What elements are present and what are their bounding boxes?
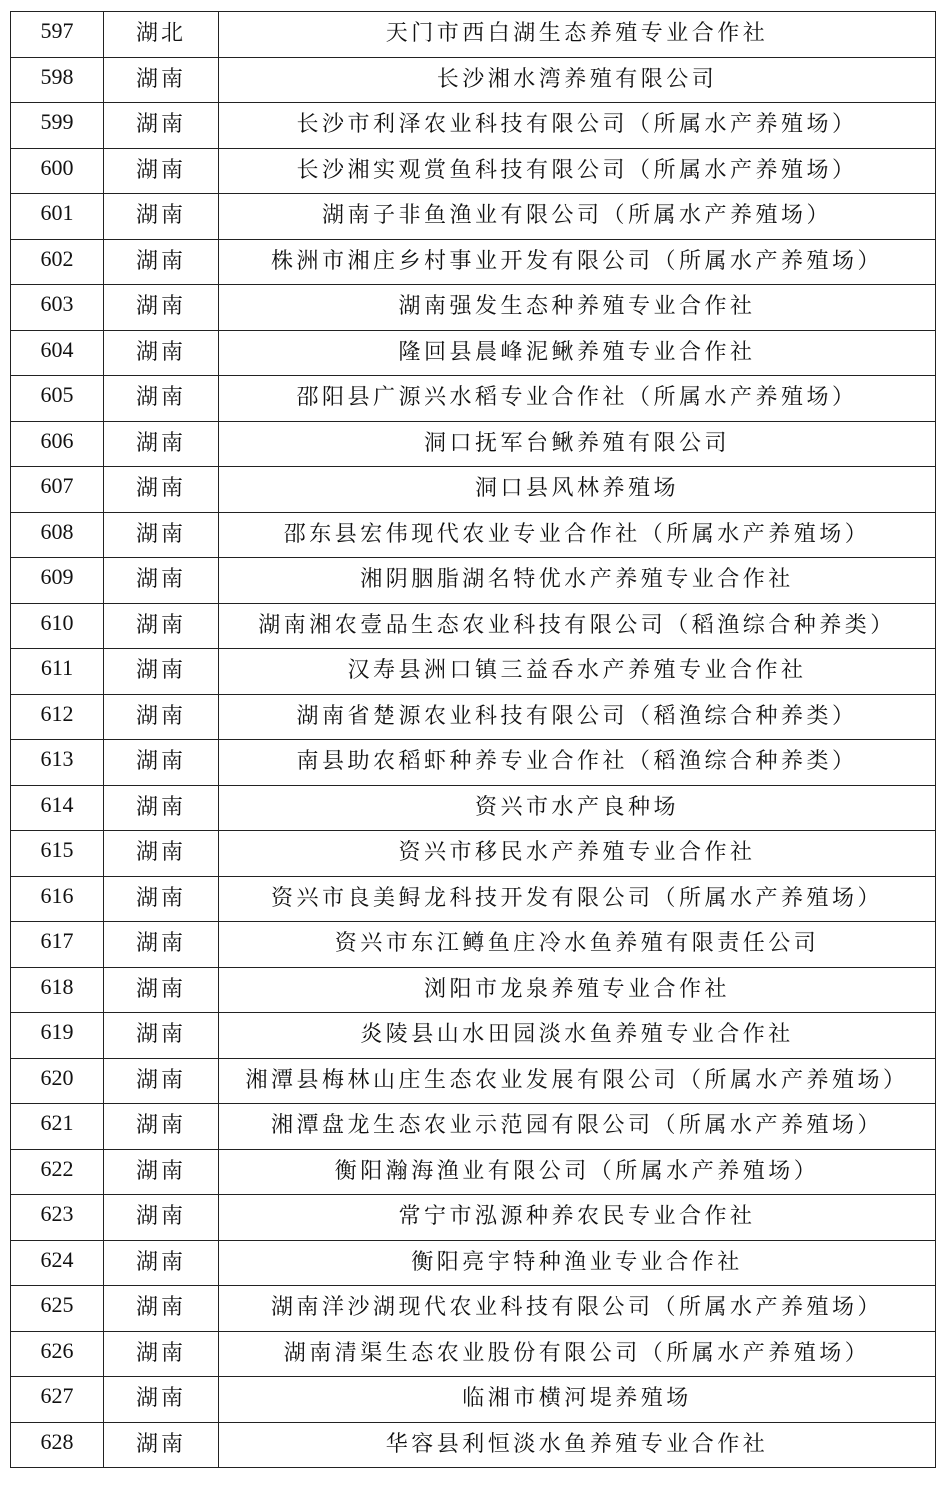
- row-organization-name: 天门市西白湖生态养殖专业合作社: [219, 12, 936, 58]
- row-province: 湖南: [104, 285, 219, 331]
- table-row: [11, 1013, 936, 1059]
- row-organization-name: 湘潭盘龙生态农业示范园有限公司（所属水产养殖场）: [219, 1104, 936, 1150]
- row-number: 612: [11, 694, 104, 740]
- table-row: [11, 12, 936, 58]
- table-row: [11, 421, 936, 467]
- table-row: [11, 1422, 936, 1468]
- row-province: 湖南: [104, 103, 219, 149]
- table-row: [11, 1377, 936, 1423]
- row-province: 湖南: [104, 148, 219, 194]
- table-row: [11, 967, 936, 1013]
- row-number: 613: [11, 740, 104, 786]
- row-number: 610: [11, 603, 104, 649]
- row-number: 602: [11, 239, 104, 285]
- table-row: [11, 285, 936, 331]
- row-province: 湖南: [104, 194, 219, 240]
- table-row: [11, 649, 936, 695]
- row-number: 617: [11, 922, 104, 968]
- row-province: 湖南: [104, 1377, 219, 1423]
- row-number: 621: [11, 1104, 104, 1150]
- row-number: 607: [11, 467, 104, 513]
- row-number: 604: [11, 330, 104, 376]
- row-province: 湖南: [104, 831, 219, 877]
- row-organization-name: 长沙湘实观赏鱼科技有限公司（所属水产养殖场）: [219, 148, 936, 194]
- row-organization-name: 湖南洋沙湖现代农业科技有限公司（所属水产养殖场）: [219, 1286, 936, 1332]
- row-organization-name: 湘阴胭脂湖名特优水产养殖专业合作社: [219, 558, 936, 604]
- row-organization-name: 湘潭县梅林山庄生态农业发展有限公司（所属水产养殖场）: [219, 1058, 936, 1104]
- row-number: 600: [11, 148, 104, 194]
- row-province: 湖南: [104, 967, 219, 1013]
- row-province: 湖南: [104, 740, 219, 786]
- row-organization-name: 湖南子非鱼渔业有限公司（所属水产养殖场）: [219, 194, 936, 240]
- row-province: 湖南: [104, 512, 219, 558]
- row-organization-name: 邵东县宏伟现代农业专业合作社（所属水产养殖场）: [219, 512, 936, 558]
- table-row: [11, 103, 936, 149]
- row-organization-name: 资兴市良美鲟龙科技开发有限公司（所属水产养殖场）: [219, 876, 936, 922]
- row-number: 598: [11, 57, 104, 103]
- row-province: 湖南: [104, 57, 219, 103]
- row-organization-name: 常宁市泓源种养农民专业合作社: [219, 1195, 936, 1241]
- table-body: [11, 12, 936, 1468]
- row-number: 606: [11, 421, 104, 467]
- row-province: 湖南: [104, 1331, 219, 1377]
- row-number: 597: [11, 12, 104, 58]
- row-number: 626: [11, 1331, 104, 1377]
- row-number: 618: [11, 967, 104, 1013]
- row-organization-name: 衡阳亮宇特种渔业专业合作社: [219, 1240, 936, 1286]
- table-row: [11, 876, 936, 922]
- row-province: 湖南: [104, 1013, 219, 1059]
- row-organization-name: 湖南强发生态种养殖专业合作社: [219, 285, 936, 331]
- row-organization-name: 浏阳市龙泉养殖专业合作社: [219, 967, 936, 1013]
- row-province: 湖南: [104, 558, 219, 604]
- row-province: 湖南: [104, 694, 219, 740]
- table-row: [11, 1195, 936, 1241]
- row-province: 湖南: [104, 1422, 219, 1468]
- table-row: [11, 1104, 936, 1150]
- farm-list-table: [10, 11, 936, 1468]
- row-province: 湖南: [104, 1286, 219, 1332]
- row-province: 湖南: [104, 1104, 219, 1150]
- table-row: [11, 694, 936, 740]
- row-organization-name: 汉寿县洲口镇三益呑水产养殖专业合作社: [219, 649, 936, 695]
- row-number: 628: [11, 1422, 104, 1468]
- row-province: 湖北: [104, 12, 219, 58]
- row-number: 608: [11, 512, 104, 558]
- row-province: 湖南: [104, 1058, 219, 1104]
- table-row: [11, 1240, 936, 1286]
- row-organization-name: 湖南清渠生态农业股份有限公司（所属水产养殖场）: [219, 1331, 936, 1377]
- row-number: 627: [11, 1377, 104, 1423]
- row-organization-name: 南县助农稻虾种养专业合作社（稻渔综合种养类）: [219, 740, 936, 786]
- table-row: [11, 603, 936, 649]
- row-organization-name: 华容县利恒淡水鱼养殖专业合作社: [219, 1422, 936, 1468]
- row-number: 615: [11, 831, 104, 877]
- table-row: [11, 831, 936, 877]
- table-row: [11, 512, 936, 558]
- document-page: [10, 11, 936, 1468]
- row-organization-name: 湖南湘农壹品生态农业科技有限公司（稻渔综合种养类）: [219, 603, 936, 649]
- row-number: 623: [11, 1195, 104, 1241]
- row-province: 湖南: [104, 922, 219, 968]
- row-organization-name: 资兴市东江鳟鱼庄冷水鱼养殖有限责任公司: [219, 922, 936, 968]
- table-row: [11, 148, 936, 194]
- row-organization-name: 株洲市湘庄乡村事业开发有限公司（所属水产养殖场）: [219, 239, 936, 285]
- row-number: 603: [11, 285, 104, 331]
- row-organization-name: 长沙湘水湾养殖有限公司: [219, 57, 936, 103]
- row-organization-name: 洞口抚军台鳅养殖有限公司: [219, 421, 936, 467]
- row-province: 湖南: [104, 876, 219, 922]
- row-organization-name: 资兴市移民水产养殖专业合作社: [219, 831, 936, 877]
- row-organization-name: 衡阳瀚海渔业有限公司（所属水产养殖场）: [219, 1149, 936, 1195]
- row-number: 601: [11, 194, 104, 240]
- row-organization-name: 资兴市水产良种场: [219, 785, 936, 831]
- row-number: 599: [11, 103, 104, 149]
- table-row: [11, 1058, 936, 1104]
- row-organization-name: 洞口县风林养殖场: [219, 467, 936, 513]
- row-province: 湖南: [104, 1195, 219, 1241]
- row-number: 624: [11, 1240, 104, 1286]
- row-province: 湖南: [104, 421, 219, 467]
- table-row: [11, 57, 936, 103]
- row-number: 616: [11, 876, 104, 922]
- row-province: 湖南: [104, 603, 219, 649]
- row-province: 湖南: [104, 467, 219, 513]
- table-row: [11, 376, 936, 422]
- table-row: [11, 330, 936, 376]
- row-organization-name: 临湘市横河堤养殖场: [219, 1377, 936, 1423]
- row-number: 611: [11, 649, 104, 695]
- row-number: 614: [11, 785, 104, 831]
- row-province: 湖南: [104, 376, 219, 422]
- row-province: 湖南: [104, 649, 219, 695]
- row-number: 605: [11, 376, 104, 422]
- row-organization-name: 长沙市利泽农业科技有限公司（所属水产养殖场）: [219, 103, 936, 149]
- table-row: [11, 1286, 936, 1332]
- row-number: 609: [11, 558, 104, 604]
- table-row: [11, 558, 936, 604]
- table-row: [11, 1331, 936, 1377]
- row-organization-name: 隆回县晨峰泥鳅养殖专业合作社: [219, 330, 936, 376]
- row-number: 620: [11, 1058, 104, 1104]
- row-organization-name: 湖南省楚源农业科技有限公司（稻渔综合种养类）: [219, 694, 936, 740]
- row-organization-name: 邵阳县广源兴水稻专业合作社（所属水产养殖场）: [219, 376, 936, 422]
- row-number: 619: [11, 1013, 104, 1059]
- table-row: [11, 740, 936, 786]
- row-number: 622: [11, 1149, 104, 1195]
- row-province: 湖南: [104, 330, 219, 376]
- table-row: [11, 194, 936, 240]
- row-number: 625: [11, 1286, 104, 1332]
- table-row: [11, 1149, 936, 1195]
- table-row: [11, 239, 936, 285]
- row-organization-name: 炎陵县山水田园淡水鱼养殖专业合作社: [219, 1013, 936, 1059]
- table-row: [11, 467, 936, 513]
- table-row: [11, 922, 936, 968]
- row-province: 湖南: [104, 785, 219, 831]
- row-province: 湖南: [104, 1240, 219, 1286]
- row-province: 湖南: [104, 239, 219, 285]
- row-province: 湖南: [104, 1149, 219, 1195]
- table-row: [11, 785, 936, 831]
